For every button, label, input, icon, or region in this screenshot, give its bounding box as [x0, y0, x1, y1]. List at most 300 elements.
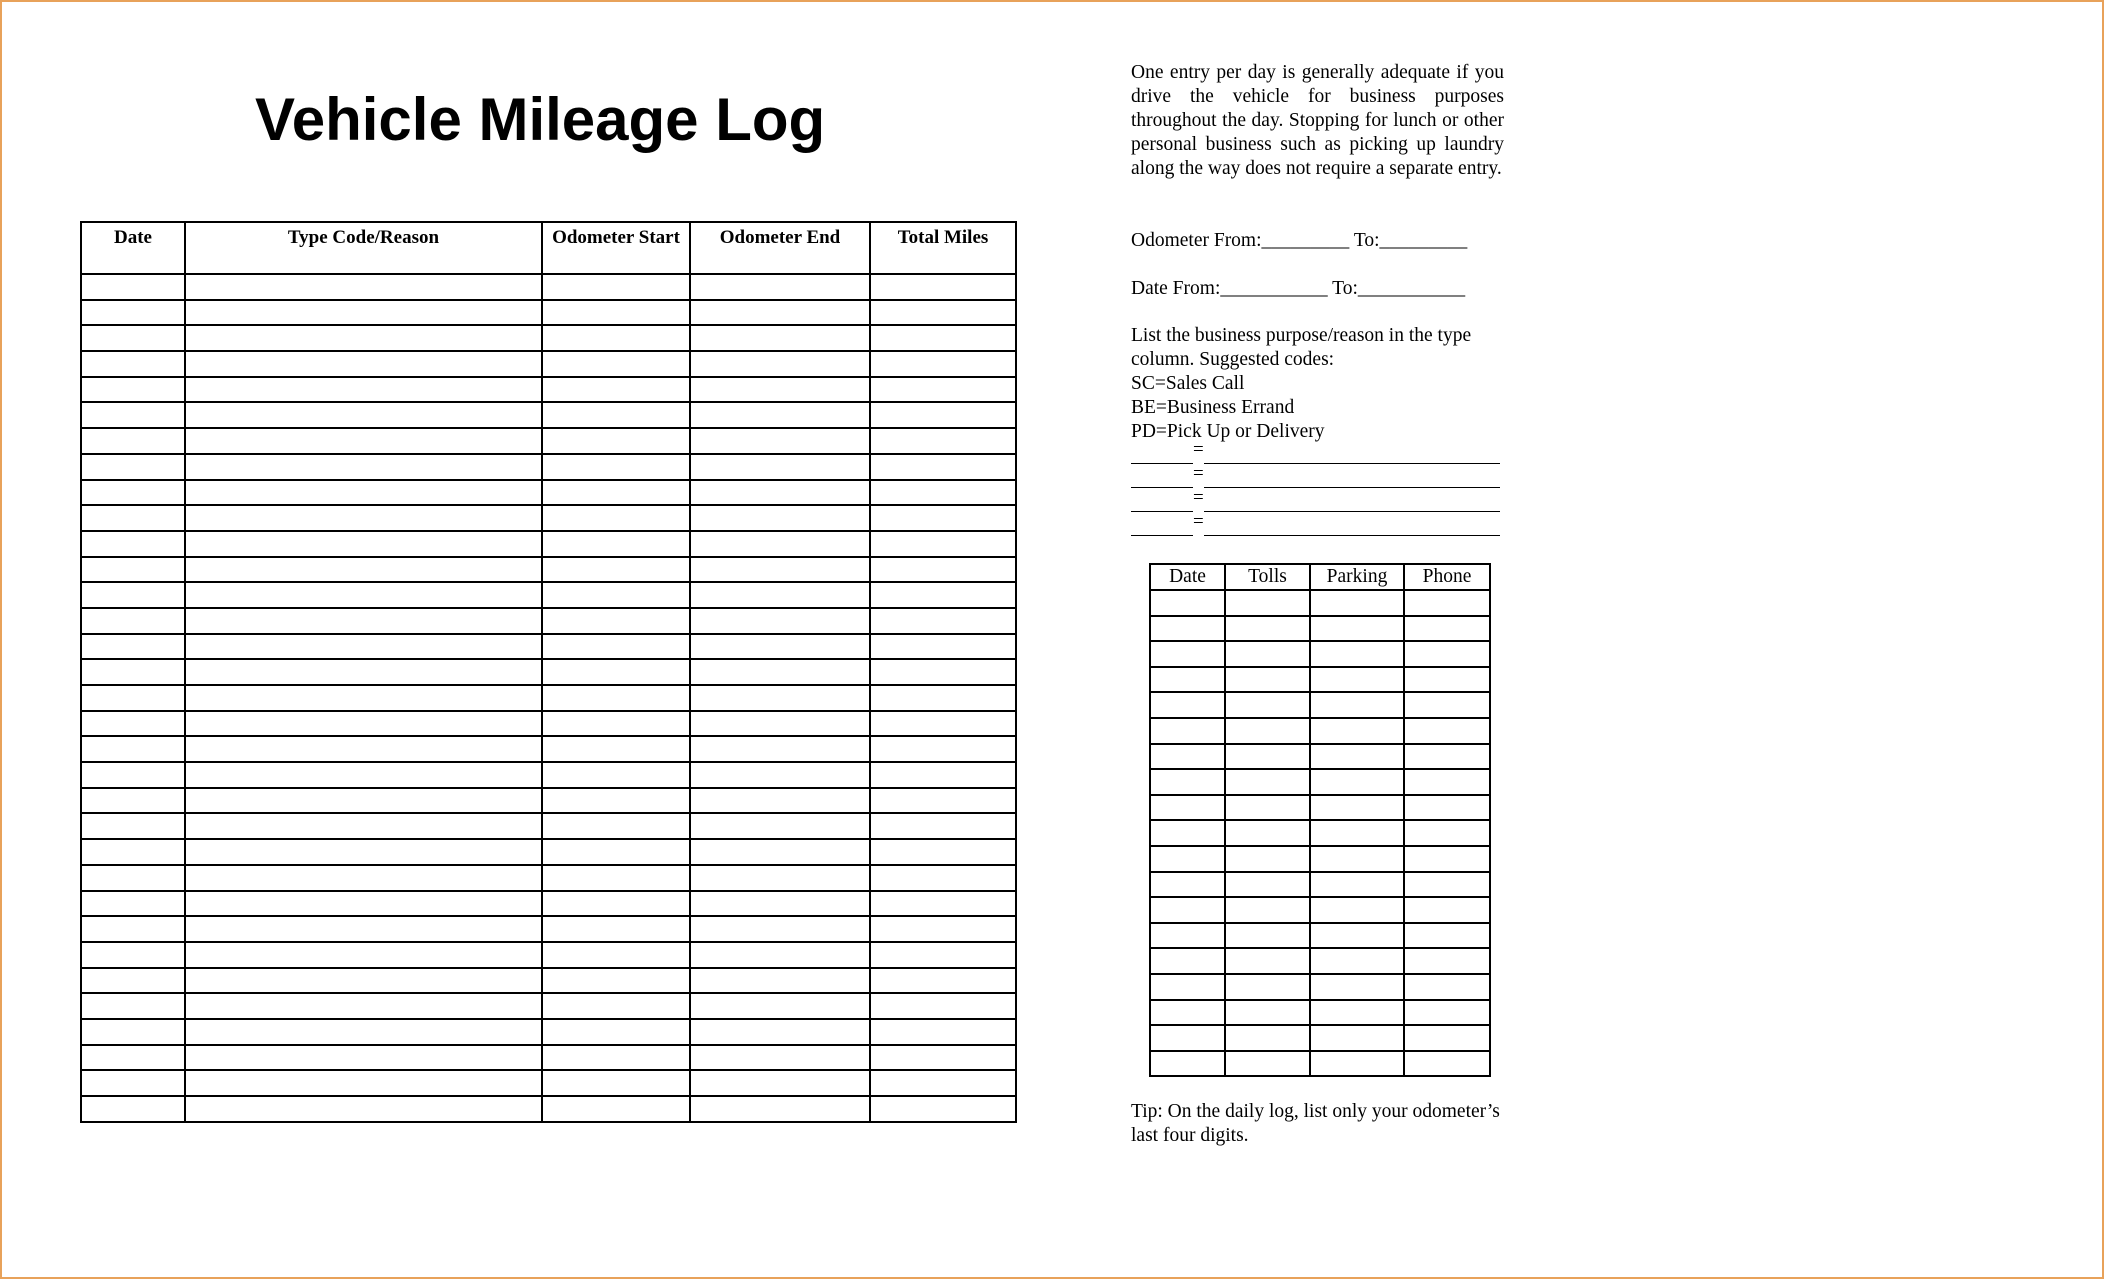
log-cell-date[interactable] — [81, 993, 185, 1019]
log-cell-odometer-end[interactable] — [690, 762, 870, 788]
log-cell-total-miles[interactable] — [870, 274, 1016, 300]
log-cell-date[interactable] — [81, 634, 185, 660]
log-cell-total-miles[interactable] — [870, 325, 1016, 351]
log-cell-odometer-start[interactable] — [542, 839, 690, 865]
table-row — [1150, 795, 1490, 821]
log-cell-total-miles[interactable] — [870, 505, 1016, 531]
log-cell-type-code-reason[interactable] — [185, 480, 542, 506]
table-row — [81, 582, 1016, 608]
date-from-label: Date From: — [1131, 278, 1221, 299]
log-cell-odometer-end[interactable] — [690, 891, 870, 917]
column-header-odometer-start: Odometer Start — [542, 222, 690, 274]
expense-header-row — [1150, 564, 1490, 590]
log-cell-type-code-reason[interactable] — [185, 839, 542, 865]
expense-cell-date[interactable] — [1150, 718, 1225, 744]
log-cell-odometer-start[interactable] — [542, 300, 690, 326]
log-cell-date[interactable] — [81, 1096, 185, 1122]
log-cell-date[interactable] — [81, 788, 185, 814]
log-cell-odometer-end[interactable] — [690, 325, 870, 351]
table-row — [1150, 667, 1490, 693]
log-cell-odometer-start[interactable] — [542, 557, 690, 583]
expense-cell-tolls[interactable] — [1225, 769, 1310, 795]
expense-cell-date[interactable] — [1150, 820, 1225, 846]
odometer-from-blank[interactable]: _________ — [1261, 230, 1350, 251]
expense-cell-phone[interactable] — [1404, 948, 1490, 974]
log-cell-total-miles[interactable] — [870, 300, 1016, 326]
blank-code-field[interactable] — [1131, 463, 1193, 464]
log-cell-date[interactable] — [81, 557, 185, 583]
log-cell-type-code-reason[interactable] — [185, 300, 542, 326]
log-cell-type-code-reason[interactable] — [185, 428, 542, 454]
expense-cell-tolls[interactable] — [1225, 616, 1310, 642]
log-cell-odometer-end[interactable] — [690, 300, 870, 326]
log-cell-total-miles[interactable] — [870, 942, 1016, 968]
log-cell-type-code-reason[interactable] — [185, 659, 542, 685]
code-item-business-errand: BE=Business Errand — [1131, 397, 1295, 418]
date-from-blank[interactable]: ___________ — [1220, 278, 1328, 299]
log-cell-odometer-start[interactable] — [542, 582, 690, 608]
expense-cell-phone[interactable] — [1404, 641, 1490, 667]
log-cell-date[interactable] — [81, 813, 185, 839]
log-cell-type-code-reason[interactable] — [185, 402, 542, 428]
log-cell-date[interactable] — [81, 505, 185, 531]
log-cell-type-code-reason[interactable] — [185, 274, 542, 300]
log-cell-odometer-start[interactable] — [542, 711, 690, 737]
log-cell-total-miles[interactable] — [870, 402, 1016, 428]
expense-cell-tolls[interactable] — [1225, 846, 1310, 872]
log-cell-odometer-end[interactable] — [690, 377, 870, 403]
log-cell-odometer-end[interactable] — [690, 968, 870, 994]
log-cell-total-miles[interactable] — [870, 428, 1016, 454]
expense-cell-date[interactable] — [1150, 1051, 1225, 1077]
expense-cell-phone[interactable] — [1404, 897, 1490, 923]
log-cell-odometer-end[interactable] — [690, 942, 870, 968]
log-cell-date[interactable] — [81, 711, 185, 737]
log-cell-type-code-reason[interactable] — [185, 557, 542, 583]
log-cell-type-code-reason[interactable] — [185, 736, 542, 762]
log-cell-date[interactable] — [81, 1070, 185, 1096]
equals-sign: = — [1193, 439, 1204, 460]
expense-cell-phone[interactable] — [1404, 718, 1490, 744]
log-cell-date[interactable] — [81, 454, 185, 480]
log-cell-total-miles[interactable] — [870, 788, 1016, 814]
log-cell-date[interactable] — [81, 274, 185, 300]
log-cell-total-miles[interactable] — [870, 531, 1016, 557]
log-cell-type-code-reason[interactable] — [185, 351, 542, 377]
expense-cell-tolls[interactable] — [1225, 1025, 1310, 1051]
expense-cell-phone[interactable] — [1404, 769, 1490, 795]
log-cell-odometer-start[interactable] — [542, 428, 690, 454]
expense-cell-phone[interactable] — [1404, 692, 1490, 718]
expense-cell-date[interactable] — [1150, 948, 1225, 974]
expense-cell-phone[interactable] — [1404, 795, 1490, 821]
page-title: Vehicle Mileage Log — [255, 86, 826, 153]
log-cell-type-code-reason[interactable] — [185, 968, 542, 994]
log-cell-date[interactable] — [81, 891, 185, 917]
expense-cell-parking[interactable] — [1310, 769, 1404, 795]
log-cell-type-code-reason[interactable] — [185, 711, 542, 737]
log-cell-total-miles[interactable] — [870, 916, 1016, 942]
table-row — [81, 300, 1016, 326]
log-cell-type-code-reason[interactable] — [185, 1070, 542, 1096]
blank-code-entry — [1131, 487, 1504, 516]
expense-cell-parking[interactable] — [1310, 641, 1404, 667]
table-row — [1150, 692, 1490, 718]
log-cell-date[interactable] — [81, 659, 185, 685]
expense-cell-parking[interactable] — [1310, 1051, 1404, 1077]
expense-cell-phone[interactable] — [1404, 667, 1490, 693]
table-row — [81, 454, 1016, 480]
expense-cell-date[interactable] — [1150, 974, 1225, 1000]
table-row — [81, 1045, 1016, 1071]
log-cell-type-code-reason[interactable] — [185, 1045, 542, 1071]
table-row — [81, 634, 1016, 660]
log-cell-odometer-end[interactable] — [690, 480, 870, 506]
log-cell-date[interactable] — [81, 325, 185, 351]
expense-cell-phone[interactable] — [1404, 872, 1490, 898]
log-cell-odometer-start[interactable] — [542, 402, 690, 428]
table-row — [81, 839, 1016, 865]
expense-cell-date[interactable] — [1150, 616, 1225, 642]
blank-description-field[interactable] — [1204, 535, 1500, 536]
tip-text: Tip: On the daily log, list only your odometer’s last four digits. — [1131, 1101, 1500, 1146]
log-cell-odometer-start[interactable] — [542, 1019, 690, 1045]
log-cell-odometer-end[interactable] — [690, 634, 870, 660]
table-row — [81, 274, 1016, 300]
blank-code-field[interactable] — [1131, 511, 1193, 512]
log-cell-odometer-end[interactable] — [690, 505, 870, 531]
expense-cell-tolls[interactable] — [1225, 692, 1310, 718]
log-cell-odometer-start[interactable] — [542, 377, 690, 403]
log-cell-date[interactable] — [81, 685, 185, 711]
log-cell-total-miles[interactable] — [870, 1019, 1016, 1045]
log-cell-date[interactable] — [81, 351, 185, 377]
log-cell-date[interactable] — [81, 1019, 185, 1045]
log-cell-type-code-reason[interactable] — [185, 325, 542, 351]
log-cell-odometer-start[interactable] — [542, 351, 690, 377]
table-row — [81, 968, 1016, 994]
expense-cell-parking[interactable] — [1310, 667, 1404, 693]
log-cell-odometer-end[interactable] — [690, 659, 870, 685]
expense-cell-tolls[interactable] — [1225, 744, 1310, 770]
blank-code-field[interactable] — [1131, 487, 1193, 488]
expense-cell-date[interactable] — [1150, 846, 1225, 872]
log-cell-date[interactable] — [81, 736, 185, 762]
log-cell-date[interactable] — [81, 300, 185, 326]
expense-cell-phone[interactable] — [1404, 744, 1490, 770]
log-cell-odometer-end[interactable] — [690, 274, 870, 300]
log-cell-date[interactable] — [81, 480, 185, 506]
log-cell-odometer-start[interactable] — [542, 685, 690, 711]
log-cell-type-code-reason[interactable] — [185, 582, 542, 608]
log-cell-odometer-end[interactable] — [690, 813, 870, 839]
log-cell-odometer-start[interactable] — [542, 1045, 690, 1071]
expense-header-tolls: Tolls — [1225, 564, 1310, 590]
mileage-log-body — [81, 274, 1016, 1122]
log-cell-date[interactable] — [81, 839, 185, 865]
table-row — [1150, 1000, 1490, 1026]
expense-cell-date[interactable] — [1150, 692, 1225, 718]
expense-cell-tolls[interactable] — [1225, 948, 1310, 974]
log-cell-odometer-end[interactable] — [690, 1019, 870, 1045]
expense-cell-parking[interactable] — [1310, 846, 1404, 872]
log-cell-date[interactable] — [81, 968, 185, 994]
expense-cell-phone[interactable] — [1404, 1051, 1490, 1077]
expense-cell-parking[interactable] — [1310, 616, 1404, 642]
log-cell-odometer-start[interactable] — [542, 736, 690, 762]
log-cell-odometer-start[interactable] — [542, 942, 690, 968]
log-cell-total-miles[interactable] — [870, 634, 1016, 660]
expense-cell-tolls[interactable] — [1225, 795, 1310, 821]
log-cell-odometer-end[interactable] — [690, 1070, 870, 1096]
odometer-to-label: To: — [1353, 230, 1380, 251]
log-cell-odometer-start[interactable] — [542, 274, 690, 300]
code-item-sales-call: SC=Sales Call — [1131, 373, 1245, 394]
log-cell-date[interactable] — [81, 762, 185, 788]
log-cell-total-miles[interactable] — [870, 865, 1016, 891]
log-cell-odometer-start[interactable] — [542, 813, 690, 839]
expense-cell-parking[interactable] — [1310, 718, 1404, 744]
log-cell-type-code-reason[interactable] — [185, 762, 542, 788]
expense-cell-phone[interactable] — [1404, 1025, 1490, 1051]
log-cell-total-miles[interactable] — [870, 993, 1016, 1019]
expense-cell-tolls[interactable] — [1225, 923, 1310, 949]
code-item-pick-up-delivery: PD=Pick Up or Delivery — [1131, 421, 1325, 442]
log-cell-odometer-start[interactable] — [542, 505, 690, 531]
log-cell-odometer-end[interactable] — [690, 736, 870, 762]
log-cell-total-miles[interactable] — [870, 608, 1016, 634]
log-cell-odometer-start[interactable] — [542, 634, 690, 660]
log-cell-total-miles[interactable] — [870, 1096, 1016, 1122]
log-cell-odometer-start[interactable] — [542, 916, 690, 942]
log-cell-date[interactable] — [81, 865, 185, 891]
log-cell-odometer-end[interactable] — [690, 685, 870, 711]
expense-cell-parking[interactable] — [1310, 923, 1404, 949]
log-cell-total-miles[interactable] — [870, 839, 1016, 865]
expense-cell-parking[interactable] — [1310, 590, 1404, 616]
table-row — [1150, 641, 1490, 667]
expense-cell-phone[interactable] — [1404, 616, 1490, 642]
log-cell-odometer-start[interactable] — [542, 993, 690, 1019]
log-cell-odometer-end[interactable] — [690, 454, 870, 480]
log-cell-type-code-reason[interactable] — [185, 634, 542, 660]
log-cell-type-code-reason[interactable] — [185, 377, 542, 403]
log-cell-odometer-end[interactable] — [690, 402, 870, 428]
log-cell-odometer-end[interactable] — [690, 711, 870, 737]
log-cell-type-code-reason[interactable] — [185, 916, 542, 942]
expense-cell-parking[interactable] — [1310, 897, 1404, 923]
expense-cell-parking[interactable] — [1310, 1000, 1404, 1026]
log-cell-date[interactable] — [81, 1045, 185, 1071]
odometer-to-blank[interactable]: _________ — [1379, 230, 1468, 251]
log-cell-date[interactable] — [81, 582, 185, 608]
table-row — [1150, 590, 1490, 616]
expense-cell-parking[interactable] — [1310, 974, 1404, 1000]
expense-cell-parking[interactable] — [1310, 948, 1404, 974]
table-row — [81, 557, 1016, 583]
table-row — [81, 942, 1016, 968]
expense-cell-parking[interactable] — [1310, 744, 1404, 770]
log-cell-type-code-reason[interactable] — [185, 454, 542, 480]
log-cell-odometer-start[interactable] — [542, 531, 690, 557]
odometer-from-label: Odometer From: — [1131, 230, 1262, 251]
log-cell-odometer-end[interactable] — [690, 608, 870, 634]
expense-cell-tolls[interactable] — [1225, 820, 1310, 846]
table-row — [81, 480, 1016, 506]
log-cell-total-miles[interactable] — [870, 711, 1016, 737]
expense-cell-phone[interactable] — [1404, 590, 1490, 616]
expense-cell-date[interactable] — [1150, 923, 1225, 949]
log-cell-odometer-start[interactable] — [542, 865, 690, 891]
log-cell-type-code-reason[interactable] — [185, 788, 542, 814]
log-cell-type-code-reason[interactable] — [185, 1019, 542, 1045]
table-row — [1150, 1025, 1490, 1051]
log-cell-total-miles[interactable] — [870, 1070, 1016, 1096]
log-cell-total-miles[interactable] — [870, 557, 1016, 583]
log-cell-type-code-reason[interactable] — [185, 505, 542, 531]
table-row — [1150, 948, 1490, 974]
log-cell-odometer-end[interactable] — [690, 865, 870, 891]
log-cell-odometer-start[interactable] — [542, 325, 690, 351]
expense-cell-tolls[interactable] — [1225, 667, 1310, 693]
expense-cell-date[interactable] — [1150, 769, 1225, 795]
log-cell-odometer-start[interactable] — [542, 659, 690, 685]
table-row — [81, 659, 1016, 685]
expense-cell-date[interactable] — [1150, 641, 1225, 667]
log-cell-total-miles[interactable] — [870, 1045, 1016, 1071]
log-cell-date[interactable] — [81, 916, 185, 942]
expense-table-body — [1150, 590, 1490, 1076]
log-cell-total-miles[interactable] — [870, 480, 1016, 506]
log-cell-type-code-reason[interactable] — [185, 865, 542, 891]
expense-cell-phone[interactable] — [1404, 846, 1490, 872]
expense-cell-date[interactable] — [1150, 667, 1225, 693]
expense-cell-date[interactable] — [1150, 1025, 1225, 1051]
log-cell-type-code-reason[interactable] — [185, 685, 542, 711]
log-cell-odometer-start[interactable] — [542, 480, 690, 506]
expense-cell-parking[interactable] — [1310, 872, 1404, 898]
log-cell-odometer-start[interactable] — [542, 1096, 690, 1122]
log-cell-date[interactable] — [81, 942, 185, 968]
log-cell-total-miles[interactable] — [870, 891, 1016, 917]
log-cell-type-code-reason[interactable] — [185, 891, 542, 917]
expense-cell-date[interactable] — [1150, 872, 1225, 898]
log-cell-total-miles[interactable] — [870, 351, 1016, 377]
log-cell-odometer-end[interactable] — [690, 428, 870, 454]
table-row — [81, 993, 1016, 1019]
expense-cell-phone[interactable] — [1404, 1000, 1490, 1026]
expense-cell-phone[interactable] — [1404, 820, 1490, 846]
log-cell-odometer-start[interactable] — [542, 968, 690, 994]
log-cell-type-code-reason[interactable] — [185, 1096, 542, 1122]
log-cell-odometer-end[interactable] — [690, 531, 870, 557]
expense-cell-tolls[interactable] — [1225, 1051, 1310, 1077]
log-cell-odometer-start[interactable] — [542, 788, 690, 814]
log-cell-total-miles[interactable] — [870, 377, 1016, 403]
date-to-label: To: — [1332, 278, 1358, 299]
table-row — [81, 351, 1016, 377]
log-cell-total-miles[interactable] — [870, 454, 1016, 480]
column-header-type-code-reason: Type Code/Reason — [185, 222, 542, 274]
log-cell-date[interactable] — [81, 428, 185, 454]
log-cell-odometer-end[interactable] — [690, 351, 870, 377]
odometer-range-line — [1131, 229, 1504, 253]
log-cell-odometer-start[interactable] — [542, 891, 690, 917]
expense-cell-date[interactable] — [1150, 897, 1225, 923]
expense-cell-date[interactable] — [1150, 795, 1225, 821]
expense-cell-tolls[interactable] — [1225, 718, 1310, 744]
blank-description-field[interactable] — [1204, 463, 1500, 464]
expense-cell-parking[interactable] — [1310, 692, 1404, 718]
log-cell-odometer-end[interactable] — [690, 557, 870, 583]
log-cell-total-miles[interactable] — [870, 659, 1016, 685]
log-cell-total-miles[interactable] — [870, 813, 1016, 839]
expense-cell-phone[interactable] — [1404, 923, 1490, 949]
log-cell-odometer-end[interactable] — [690, 916, 870, 942]
log-cell-odometer-start[interactable] — [542, 454, 690, 480]
expense-cell-tolls[interactable] — [1225, 897, 1310, 923]
log-cell-odometer-end[interactable] — [690, 788, 870, 814]
log-cell-odometer-end[interactable] — [690, 1045, 870, 1071]
table-row — [81, 736, 1016, 762]
blank-code-field[interactable] — [1131, 535, 1193, 536]
log-cell-odometer-end[interactable] — [690, 1096, 870, 1122]
log-cell-total-miles[interactable] — [870, 582, 1016, 608]
expense-cell-tolls[interactable] — [1225, 974, 1310, 1000]
expense-cell-date[interactable] — [1150, 1000, 1225, 1026]
log-cell-total-miles[interactable] — [870, 736, 1016, 762]
expense-cell-tolls[interactable] — [1225, 590, 1310, 616]
table-row — [1150, 872, 1490, 898]
expense-cell-parking[interactable] — [1310, 1025, 1404, 1051]
blank-description-field[interactable] — [1204, 487, 1500, 488]
log-cell-odometer-start[interactable] — [542, 1070, 690, 1096]
log-cell-date[interactable] — [81, 608, 185, 634]
log-cell-odometer-start[interactable] — [542, 762, 690, 788]
expense-cell-parking[interactable] — [1310, 820, 1404, 846]
table-row — [81, 1070, 1016, 1096]
date-to-blank[interactable]: ___________ — [1357, 278, 1466, 299]
log-cell-type-code-reason[interactable] — [185, 813, 542, 839]
log-cell-total-miles[interactable] — [870, 685, 1016, 711]
blank-code-entries — [1131, 439, 1504, 540]
log-cell-total-miles[interactable] — [870, 762, 1016, 788]
log-cell-odometer-end[interactable] — [690, 582, 870, 608]
log-cell-date[interactable] — [81, 531, 185, 557]
log-cell-date[interactable] — [81, 377, 185, 403]
expense-cell-phone[interactable] — [1404, 974, 1490, 1000]
expense-cell-tolls[interactable] — [1225, 641, 1310, 667]
log-cell-type-code-reason[interactable] — [185, 608, 542, 634]
blank-description-field[interactable] — [1204, 511, 1500, 512]
log-cell-date[interactable] — [81, 402, 185, 428]
log-cell-odometer-end[interactable] — [690, 993, 870, 1019]
expense-cell-date[interactable] — [1150, 744, 1225, 770]
log-cell-odometer-end[interactable] — [690, 839, 870, 865]
expense-cell-tolls[interactable] — [1225, 872, 1310, 898]
blank-code-entry — [1131, 511, 1504, 540]
table-row — [81, 428, 1016, 454]
log-cell-type-code-reason[interactable] — [185, 993, 542, 1019]
log-cell-total-miles[interactable] — [870, 968, 1016, 994]
log-cell-odometer-start[interactable] — [542, 608, 690, 634]
log-cell-type-code-reason[interactable] — [185, 531, 542, 557]
expense-cell-tolls[interactable] — [1225, 1000, 1310, 1026]
log-cell-type-code-reason[interactable] — [185, 942, 542, 968]
expense-header-phone: Phone — [1404, 564, 1490, 590]
expense-cell-date[interactable] — [1150, 590, 1225, 616]
expense-cell-parking[interactable] — [1310, 795, 1404, 821]
